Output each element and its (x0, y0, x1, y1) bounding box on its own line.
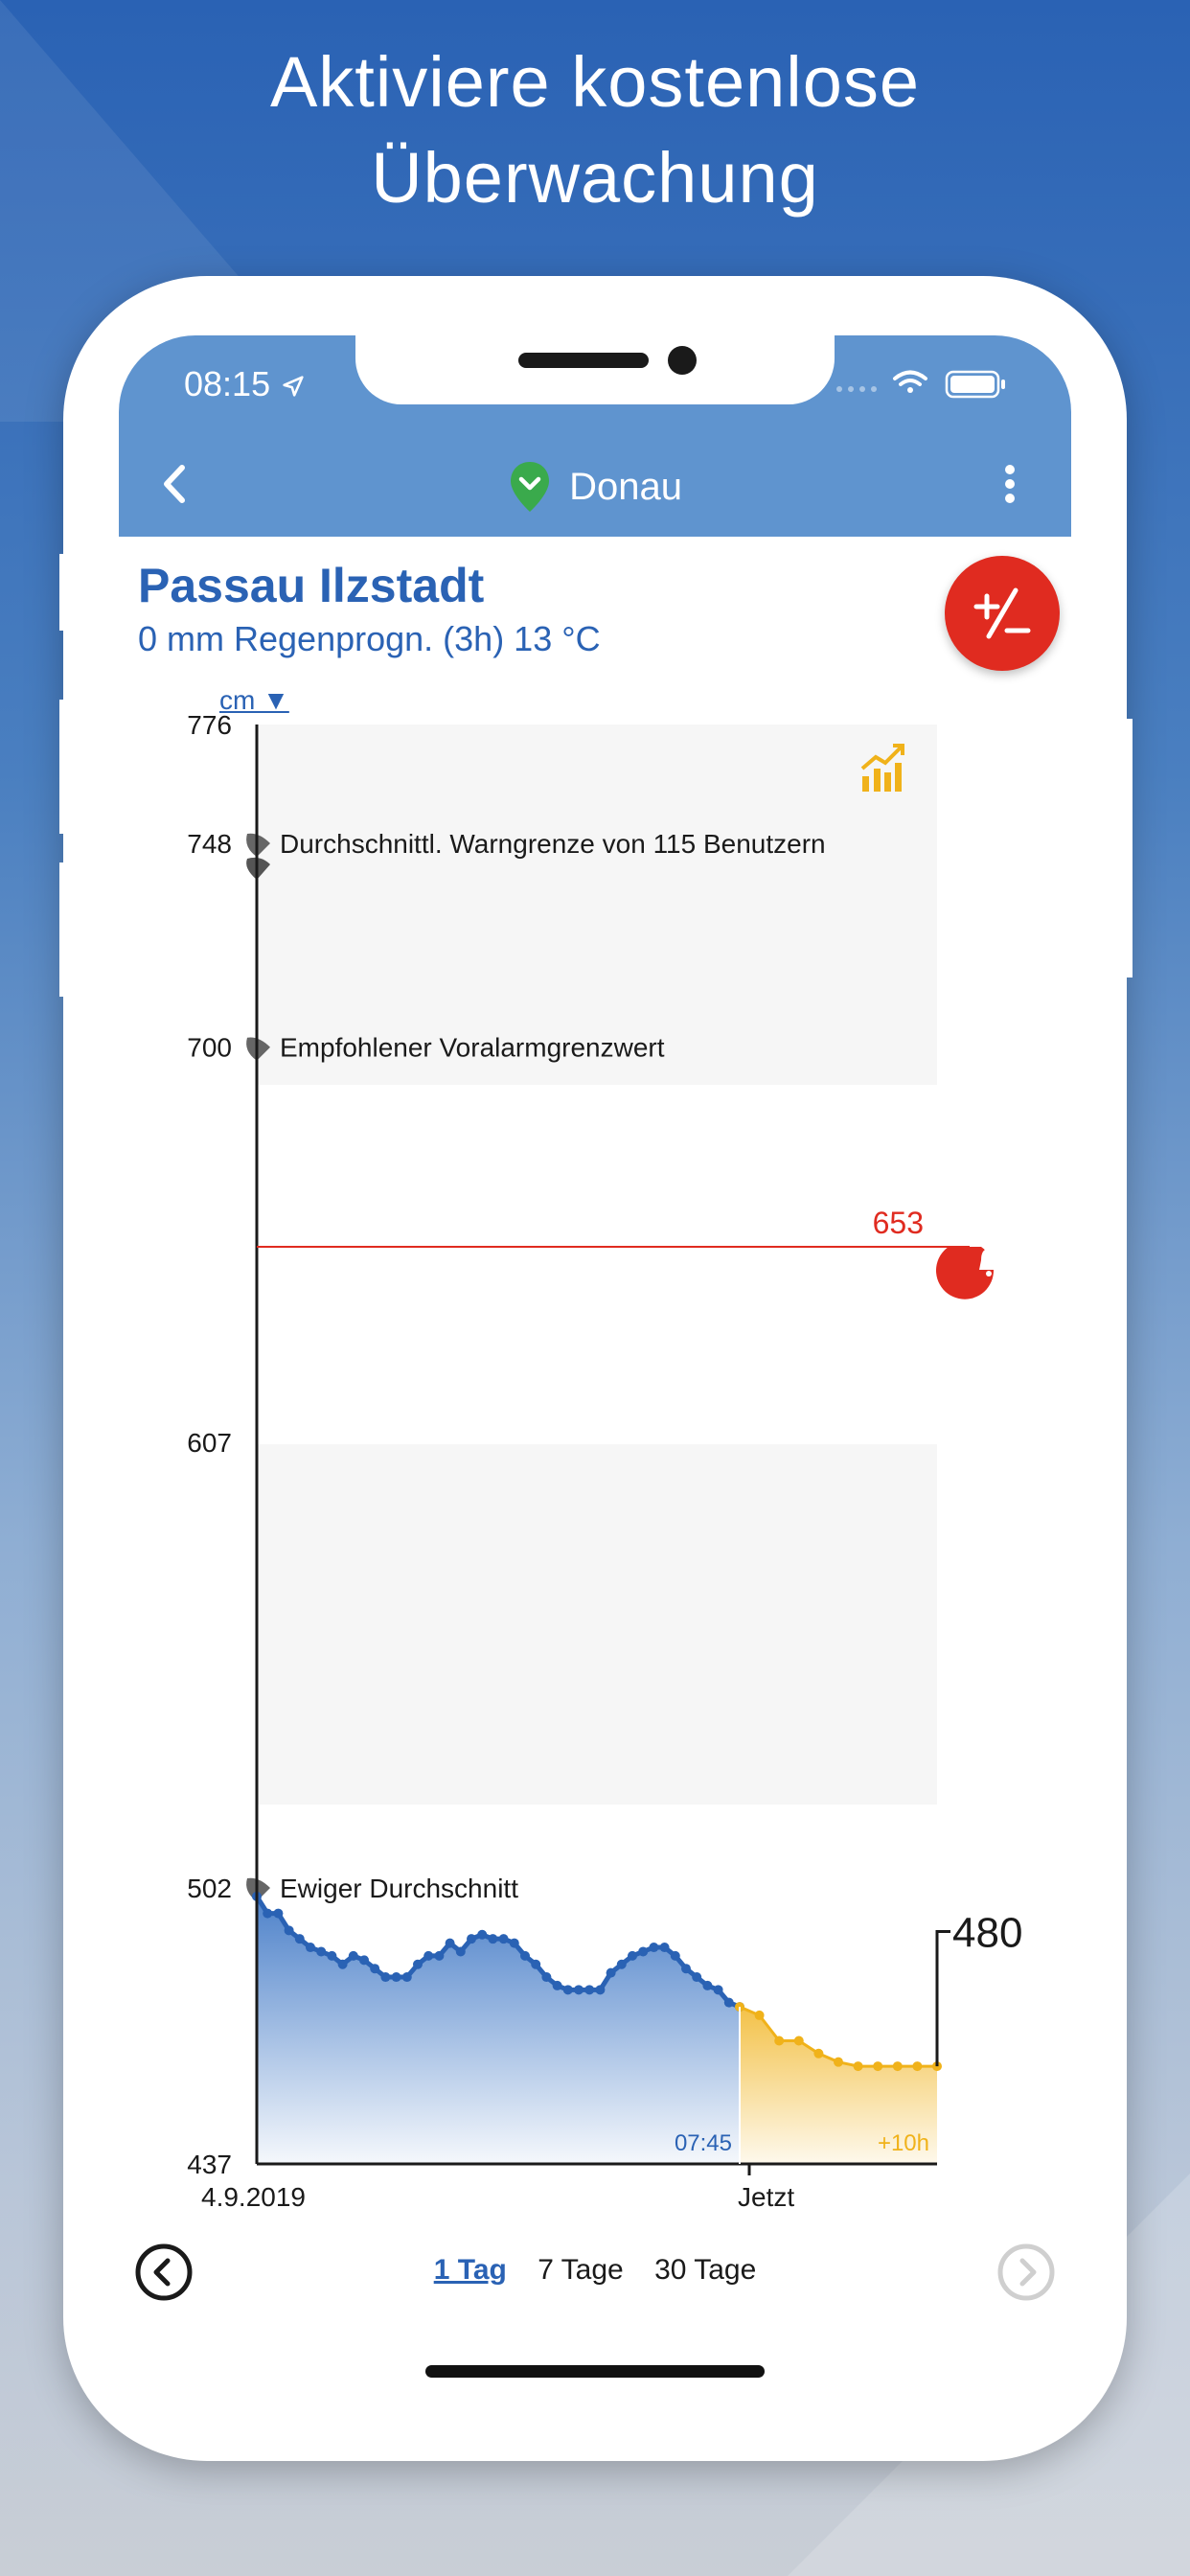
measured-point-38 (660, 1943, 670, 1952)
alert-level-label: 653 (872, 1205, 924, 1240)
y-tick-label-5: 437 (187, 2150, 232, 2179)
measured-point-35 (628, 1951, 637, 1961)
measured-point-39 (671, 1951, 680, 1961)
app-screen (119, 335, 1071, 2415)
measured-point-42 (702, 1981, 712, 1990)
reference-label-2: Ewiger Durchschnitt (280, 1874, 518, 1904)
promo-headline-line2: Überwachung (371, 138, 819, 218)
station-name: Passau Ilzstadt (138, 559, 485, 612)
more-vertical-icon (991, 450, 1029, 518)
measured-point-18 (446, 1939, 455, 1948)
next-period-button[interactable] (996, 2242, 1056, 2302)
forecast-point-9 (912, 2061, 922, 2071)
measured-point-1 (263, 1909, 272, 1919)
cellular-signal-icon (836, 386, 877, 392)
phone-volume-up (59, 700, 69, 834)
reference-label-0: Durchschnittl. Warngrenze von 115 Benutzern (280, 829, 826, 860)
measured-point-10 (359, 1955, 369, 1965)
measured-point-24 (510, 1939, 519, 1948)
measured-point-6 (316, 1946, 326, 1956)
measured-point-14 (402, 1972, 412, 1982)
adjust-threshold-button[interactable] (945, 556, 1060, 671)
measured-point-8 (338, 1960, 348, 1969)
map-pin-icon (508, 460, 552, 514)
measured-point-7 (327, 1951, 336, 1961)
unit-selector[interactable]: cm ▼ (219, 685, 289, 715)
tab-1-day[interactable]: 1 Tag (433, 2254, 507, 2286)
measured-point-44 (724, 1998, 734, 2008)
measured-point-37 (649, 1943, 658, 1952)
chart-band-middle (257, 1444, 937, 1805)
forecast-point-5 (834, 2058, 843, 2067)
phone-volume-down (59, 862, 69, 997)
measured-point-3 (285, 1925, 294, 1935)
battery-icon (947, 372, 1005, 397)
measured-point-32 (595, 1985, 605, 1994)
forecast-horizon-label: +10h (877, 2130, 929, 2156)
now-time-label: 07:45 (674, 2130, 732, 2156)
speaker-grill (518, 353, 649, 368)
current-value-label: 480 (952, 1909, 1023, 1957)
measured-point-30 (574, 1985, 584, 1994)
measured-point-25 (520, 1951, 530, 1961)
app-header (119, 335, 1071, 537)
measured-point-29 (563, 1985, 573, 1994)
tab-7-days[interactable]: 7 Tage (538, 2254, 624, 2286)
measured-point-20 (467, 1934, 476, 1944)
water-level-chart (119, 700, 1071, 2271)
status-time (184, 364, 307, 404)
measured-point-16 (423, 1951, 433, 1961)
measured-point-19 (456, 1946, 466, 1956)
forecast-point-6 (854, 2061, 863, 2071)
wifi-icon (895, 373, 926, 394)
measured-point-41 (692, 1972, 701, 1982)
phone-side-button (59, 554, 69, 631)
y-tick-label-1: 748 (187, 829, 232, 860)
reference-label-1: Empfohlener Voralarmgrenzwert (280, 1032, 665, 1063)
measured-point-17 (434, 1951, 444, 1961)
measured-point-43 (714, 1985, 723, 1994)
tab-30-days[interactable]: 30 Tage (654, 2254, 757, 2286)
phone-power-button (1123, 719, 1133, 978)
range-tabs (119, 2254, 1071, 2287)
status-icons (832, 364, 1023, 402)
measured-point-33 (606, 1968, 616, 1978)
plus-minus-icon (945, 556, 1060, 671)
location-arrow-icon (280, 373, 307, 400)
x-start-label: 4.9.2019 (201, 2182, 306, 2212)
measured-point-15 (413, 1960, 423, 1969)
measured-point-13 (392, 1972, 401, 1982)
measured-point-5 (306, 1943, 315, 1952)
status-time-text: 08:15 (184, 364, 271, 403)
y-tick-label-3: 607 (187, 1427, 232, 1458)
nav-title-text: Donau (569, 465, 682, 508)
measured-point-40 (681, 1964, 691, 1973)
bell-clapper (986, 1271, 992, 1276)
home-indicator[interactable] (425, 2365, 765, 2378)
chart-band-upper (257, 724, 937, 1085)
measured-point-28 (553, 1981, 562, 1990)
measured-point-22 (488, 1934, 497, 1944)
forecast-point-4 (813, 2049, 823, 2058)
bell-icon[interactable] (936, 1247, 998, 1300)
forecast-point-7 (873, 2061, 882, 2071)
x-now-label: Jetzt (738, 2182, 795, 2212)
measured-point-2 (273, 1909, 283, 1919)
y-tick-label-4: 502 (187, 1874, 232, 1904)
measured-point-4 (295, 1934, 305, 1944)
phone-notch (355, 335, 835, 404)
measured-point-11 (370, 1964, 379, 1973)
measured-point-9 (349, 1951, 358, 1961)
chevron-right-circle-icon (996, 2242, 1056, 2302)
forecast-point-1 (755, 2011, 765, 2020)
y-tick-label-0: 776 (187, 710, 232, 740)
station-subtitle: 0 mm Regenprogn. (3h) 13 °C (138, 619, 601, 658)
measured-point-26 (531, 1960, 540, 1969)
current-value-bracket (937, 1931, 950, 2066)
front-camera (668, 346, 697, 375)
nav-title[interactable] (119, 460, 1071, 523)
forecast-point-3 (794, 2036, 804, 2046)
more-options-button[interactable] (991, 450, 1029, 518)
measured-point-34 (617, 1960, 627, 1969)
measured-point-12 (380, 1972, 390, 1982)
measured-point-36 (638, 1946, 648, 1956)
measured-point-27 (541, 1972, 551, 1982)
measured-point-21 (477, 1930, 487, 1940)
promo-headline (0, 34, 1190, 226)
measured-point-23 (499, 1934, 509, 1944)
measured-point-31 (584, 1985, 594, 1994)
y-tick-label-2: 700 (187, 1032, 232, 1063)
forecast-point-8 (893, 2061, 903, 2071)
forecast-point-2 (774, 2036, 784, 2046)
promo-headline-line1: Aktiviere kostenlose (269, 42, 921, 122)
